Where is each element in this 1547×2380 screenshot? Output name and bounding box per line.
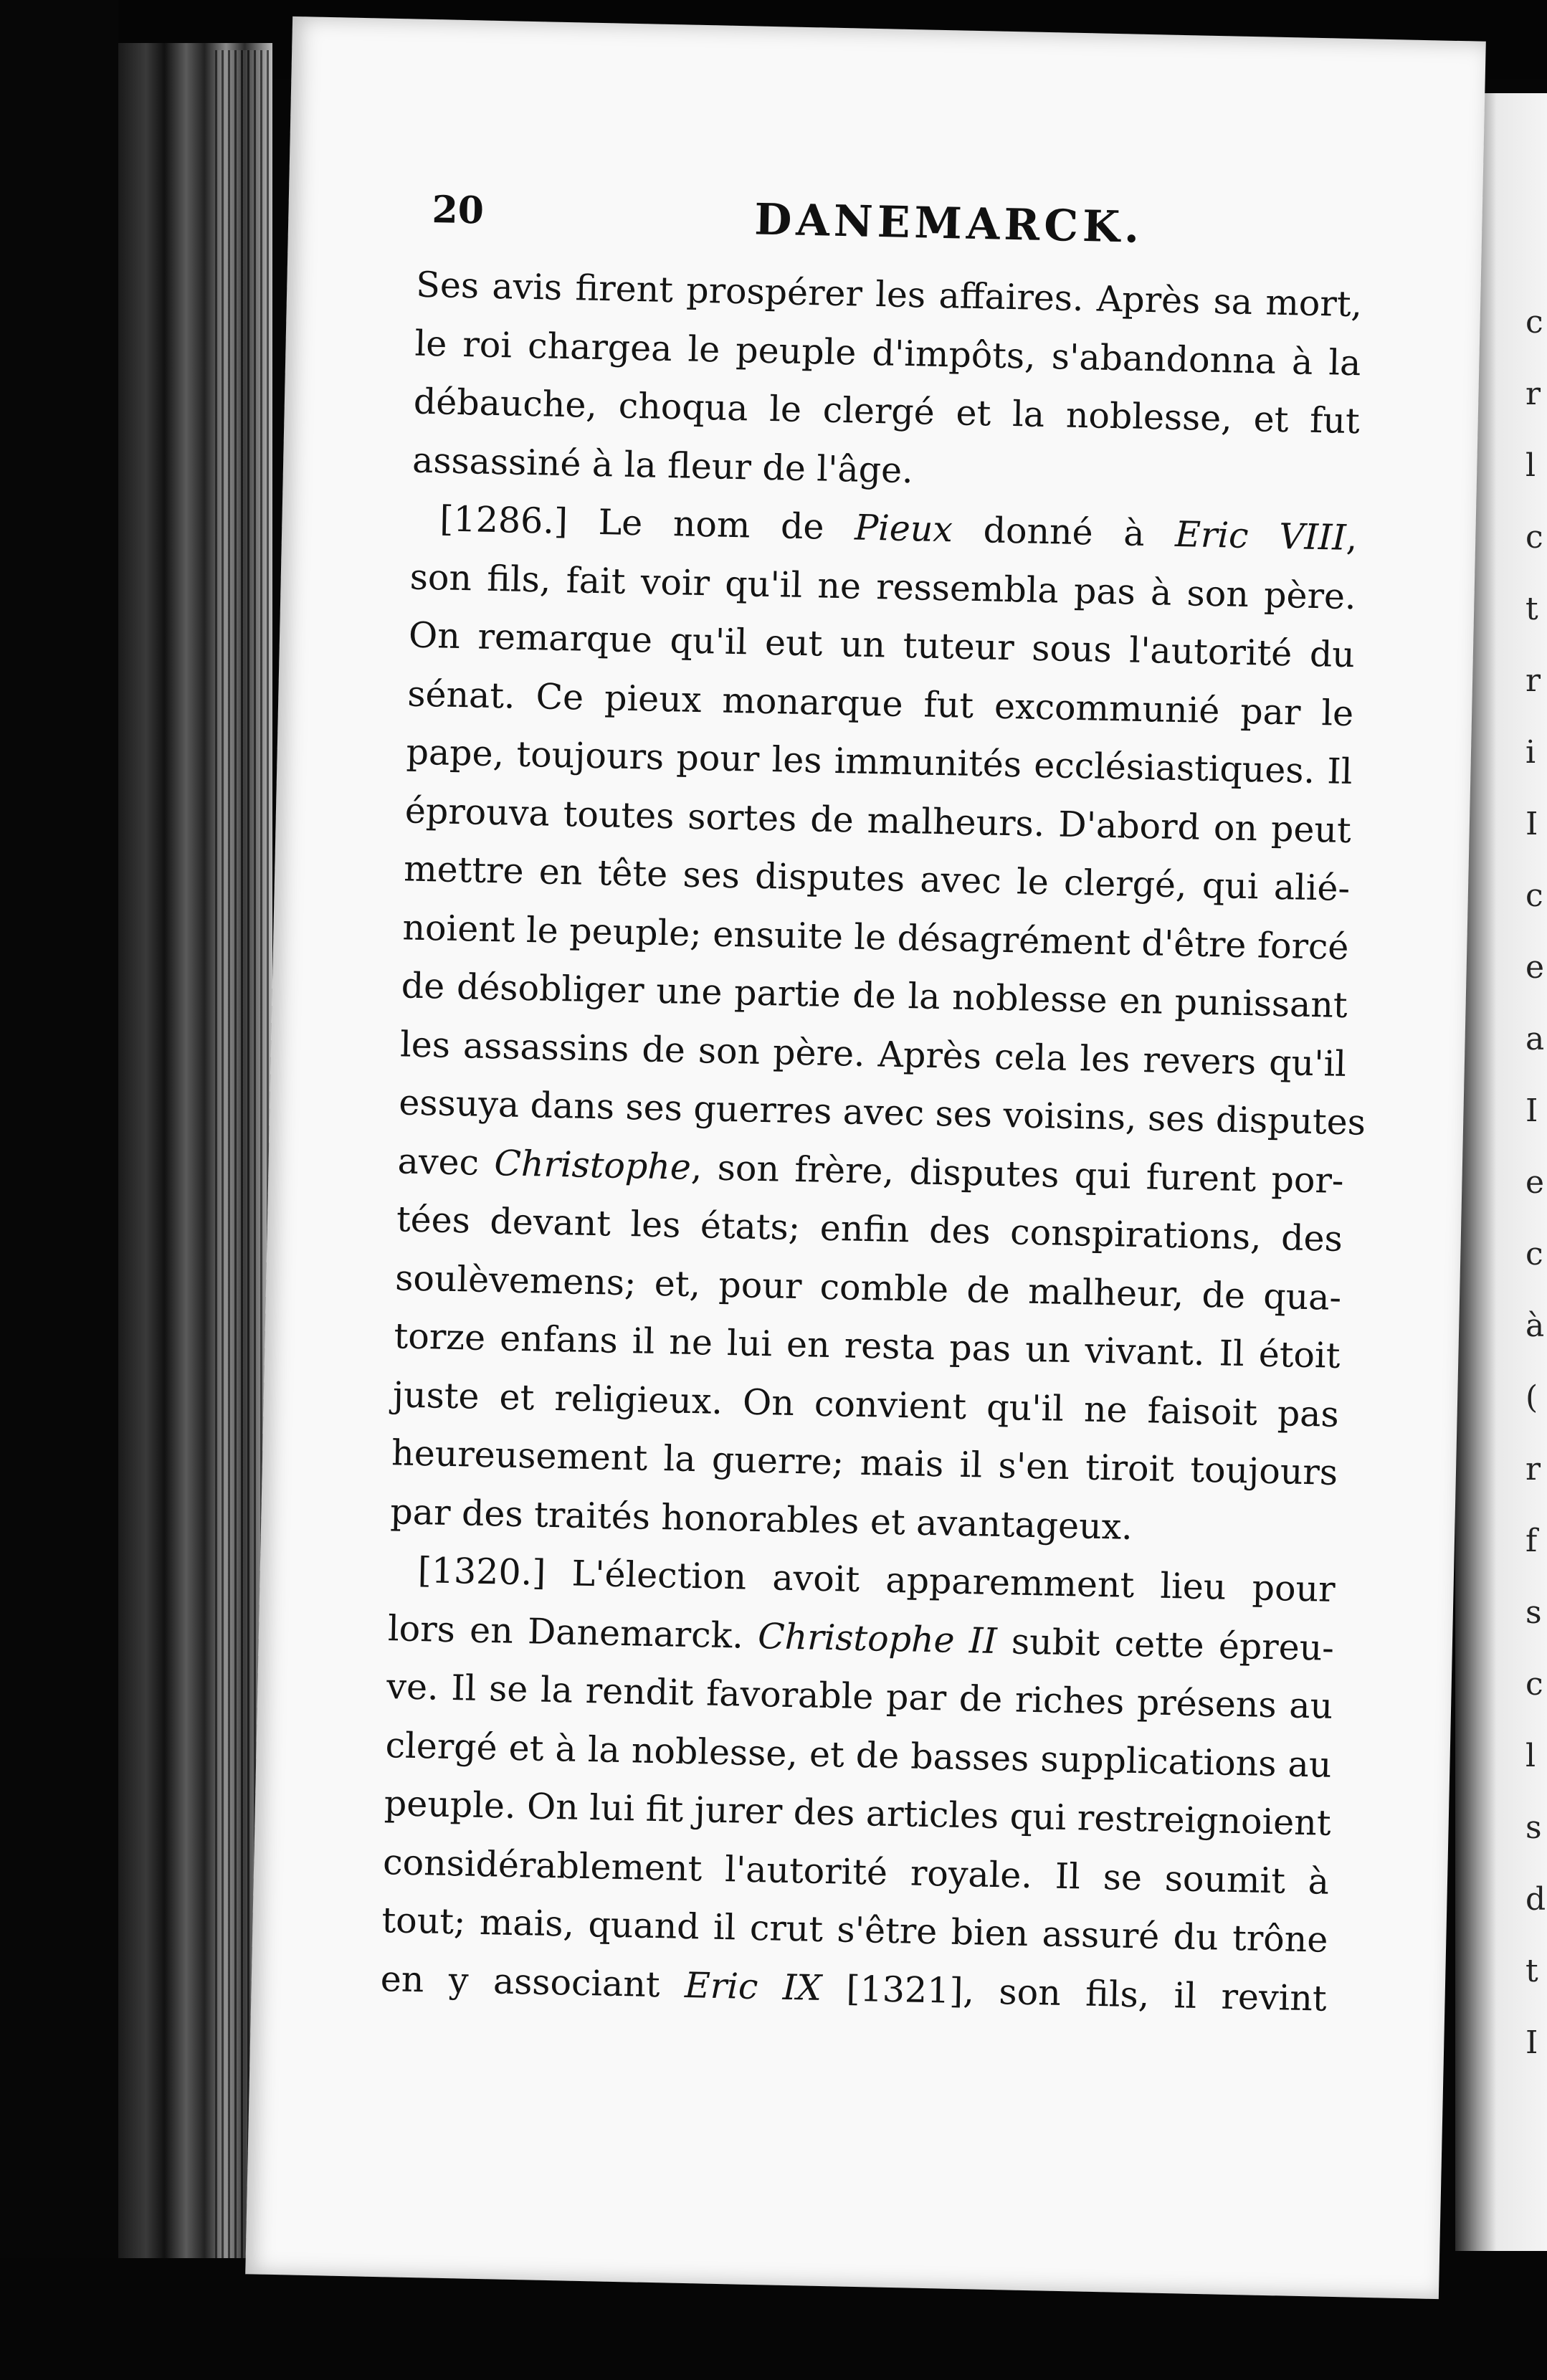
facing-page-letter: s [1525, 1809, 1542, 1846]
text-run: assassiné à la fleur de l'âge. [411, 439, 914, 491]
text-run: subit cette épreu- [996, 1620, 1335, 1669]
facing-page-letter: t [1525, 591, 1538, 627]
facing-page-letter: e [1525, 949, 1545, 986]
facing-page-letter: r [1525, 376, 1541, 412]
facing-page-letter: l [1525, 1738, 1536, 1774]
facing-page-letter: i [1525, 734, 1536, 771]
text-run: de désobliger une partie de la noblesse en punissant [401, 965, 1348, 1027]
text-run: pape, toujours pour les immunités ecclésiastiques. Il [406, 731, 1353, 793]
text-run: [1286.] Le nom de [439, 498, 855, 548]
text-run: juste et religieux. On convient qu'il ne faisoit pas [392, 1374, 1340, 1435]
text-run: éprouva toutes sortes de malheurs. D'abord on peut [404, 789, 1352, 851]
book-page [245, 16, 1486, 2299]
text-run: par des traités honorables et avantageux. [389, 1490, 1133, 1548]
facing-page-letter: r [1525, 662, 1541, 699]
text-run: essuya dans ses guerres avec ses voisins, ses disputes [398, 1082, 1366, 1143]
text-run: , [1346, 517, 1358, 559]
text-run: , son frère, disputes qui furent por- [690, 1146, 1345, 1201]
text-run: [1321], son fils, il revint [821, 1967, 1328, 2019]
facing-page-letter: a [1525, 1021, 1545, 1057]
text-run: torze enfans il ne lui en resta pas un vivant. Il étoit [394, 1315, 1341, 1376]
facing-page-letter: I [1525, 2024, 1538, 2061]
text-run: Ses avis firent prospérer les affaires. Après sa mort, [415, 264, 1363, 325]
facing-page-letter: l [1525, 447, 1536, 484]
facing-page-letter: c [1525, 304, 1543, 341]
text-run: ve. Il se la rendit favorable par de riches présens au [386, 1666, 1333, 1727]
text-run: soulèvemens; et, pour comble de malheur, de qua- [394, 1257, 1342, 1318]
facing-page-letter: f [1525, 1523, 1538, 1559]
text-run: avec [397, 1140, 495, 1184]
italic-name: Christophe [493, 1142, 692, 1188]
facing-page-letter: d [1525, 1881, 1546, 1918]
text-run: noient le peuple; ensuite le désagrément d'être forcé [401, 906, 1350, 968]
text-run: les assassins de son père. Après cela les revers qu'il [399, 1023, 1347, 1085]
text-run: On remarque qu'il eut un tuteur sous l'autorité du [408, 614, 1356, 676]
text-run: heureusement la guerre; mais il s'en tiroit toujours [391, 1432, 1338, 1493]
italic-name: Pieux [854, 507, 953, 551]
text-run: clergé et à la noblesse, et de basses supplications au [385, 1724, 1333, 1786]
facing-page-letter: s [1525, 1594, 1542, 1631]
facing-page-letter: c [1525, 1666, 1543, 1703]
text-run: son fils, fait voir qu'il ne ressembla pas à son père. [409, 556, 1357, 617]
facing-page-letter: I [1525, 1093, 1538, 1129]
italic-name: Eric VIII [1174, 513, 1347, 558]
text-run: en y associant [380, 1958, 685, 2006]
italic-name: Eric IX [684, 1964, 822, 2009]
facing-page-letter: à [1525, 1308, 1545, 1344]
text-run: débauche, choqua le clergé et la noblesse, et fut [413, 381, 1361, 442]
facing-page-letter: c [1525, 1236, 1543, 1272]
text-run: sénat. Ce pieux monarque fut excommunié par le [406, 672, 1354, 734]
text-run: le roi chargea le peuple d'impôts, s'abandonna à la [414, 323, 1361, 384]
facing-page-text-fragments [1525, 287, 1547, 2061]
facing-page-letter: t [1525, 1953, 1538, 1989]
facing-page-letter: I [1525, 806, 1538, 842]
italic-name: Christophe II [757, 1615, 998, 1662]
text-run: peuple. On lui fit jurer des articles qui restreignoient [384, 1783, 1332, 1844]
text-run: tées devant les états; enfin des conspirations, des [396, 1199, 1343, 1260]
facing-page-letter: ( [1525, 1379, 1538, 1416]
text-run: tout; mais, quand il crut s'être bien assuré du trône [381, 1900, 1328, 1961]
text-run: mettre en tête ses disputes avec le clergé, qui alié- [403, 848, 1351, 910]
body-text [380, 256, 1366, 2028]
facing-page-letter: r [1525, 1451, 1541, 1488]
running-title: DANEMARCK. [753, 194, 1144, 253]
text-run: [1320.] L'élection avoit apparemment lieu pour [417, 1550, 1336, 1610]
scan-frame-left [0, 0, 118, 2380]
page-number: 20 [431, 188, 485, 233]
text-run: considérablement l'autorité royale. Il se soumit à [382, 1841, 1330, 1903]
text-run: lors en Danemarck. [387, 1607, 758, 1657]
facing-page-letter: c [1525, 877, 1543, 914]
text-run: donné à [952, 509, 1176, 555]
facing-page-letter: c [1525, 519, 1543, 556]
facing-page-letter: e [1525, 1164, 1545, 1201]
